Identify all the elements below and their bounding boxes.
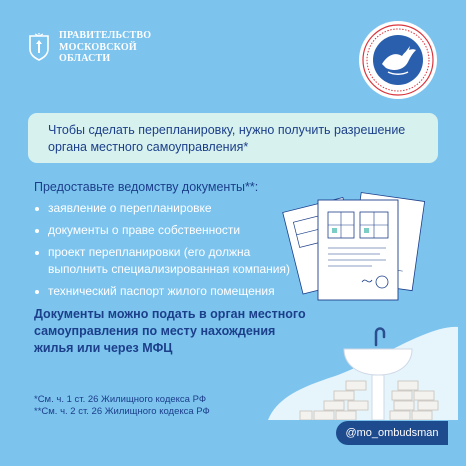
list-item: заявление о перепланировке	[34, 200, 294, 217]
list-item: технический паспорт жилого помещения	[34, 283, 294, 300]
list-item: проект перепланировки (его должна выполнить специализированная компания)	[34, 244, 294, 278]
gov-line: ОБЛАСТИ	[59, 53, 111, 64]
documents-illustration-icon	[282, 186, 432, 306]
government-name	[59, 30, 151, 65]
list-item: документы о праве собственности	[34, 222, 294, 239]
government-logo	[28, 30, 151, 65]
social-handle[interactable]: @mo_ombudsman	[336, 421, 448, 445]
footnote: **См. ч. 2 ст. 26 Жилищного кодекса РФ	[34, 406, 210, 417]
sink-illustration-icon	[268, 315, 458, 420]
coat-of-arms-icon	[28, 33, 50, 61]
gov-line: МОСКОВСКОЙ	[59, 41, 137, 53]
documents-list	[34, 200, 294, 305]
documents-title: Предоставьте ведомству документы**:	[34, 180, 259, 194]
gov-line: ПРАВИТЕЛЬСТВО	[59, 30, 152, 41]
info-banner: Чтобы сделать перепланировку, нужно получить разрешение органа местного самоуправления*	[28, 113, 438, 163]
submission-info: Документы можно подать в орган местного самоуправления по месту нахождения жилья или через МФЦ	[34, 307, 306, 355]
footnotes	[34, 394, 210, 418]
footnote: *См. ч. 1 ст. 26 Жилищного кодекса РФ	[34, 394, 207, 405]
ombudsman-seal-icon	[358, 20, 438, 100]
